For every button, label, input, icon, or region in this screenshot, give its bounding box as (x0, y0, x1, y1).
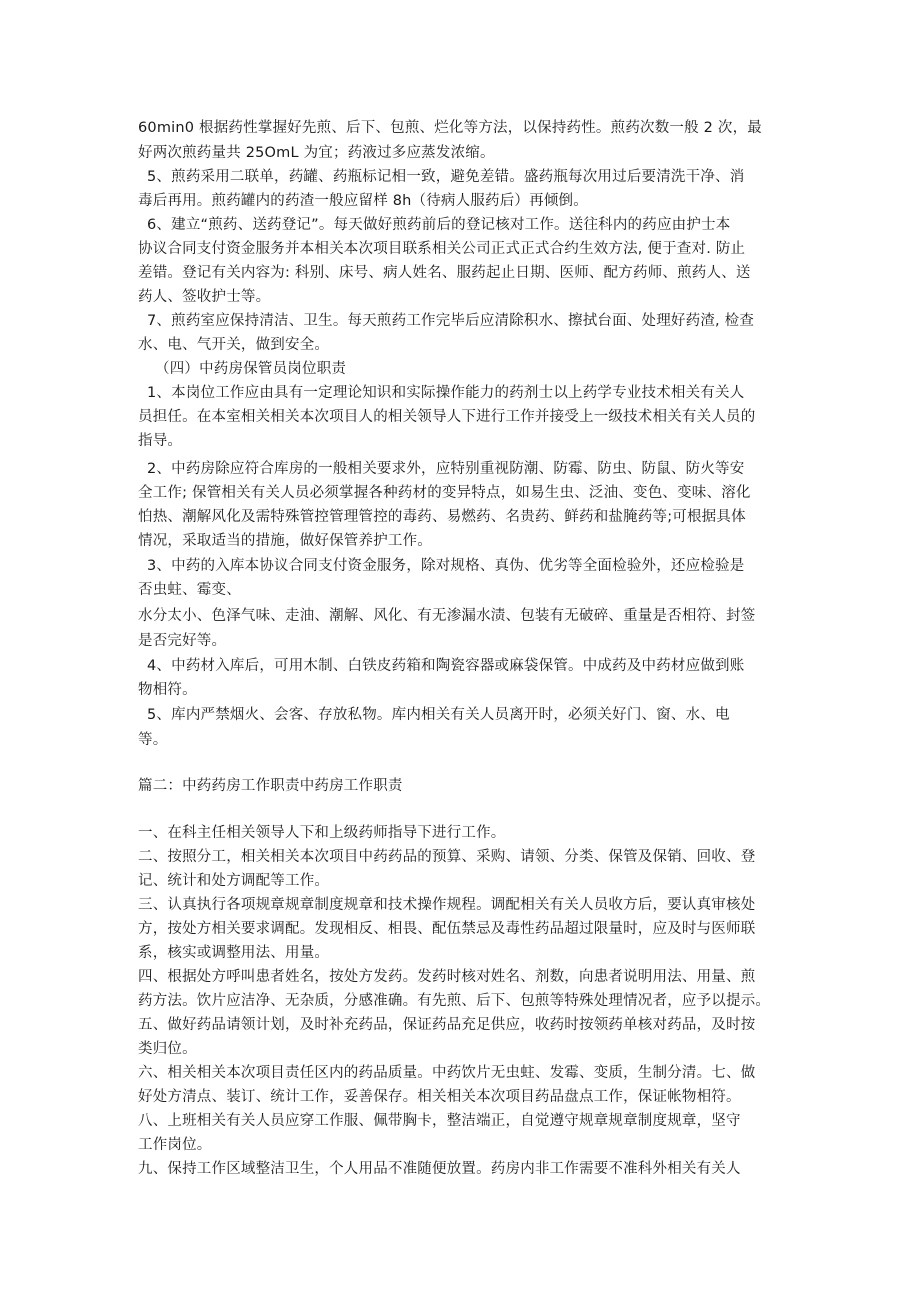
list-line: 九、保持工作区域整洁卫生，个人用品不准随便放置。药房内非工作需要不准科外相关有关人 (138, 1161, 741, 1177)
paragraph-line: 药人、签收护士等。 (138, 289, 271, 305)
list-line: 记、统计和处方调配等工作。 (138, 873, 330, 889)
list-line: 四、根据处方呼叫患者姓名，按处方发药。发药时核对姓名、剂数，向患者说明用法、用量、煎 (138, 969, 756, 985)
paragraph-line: 是否完好等。 (138, 633, 227, 649)
paragraph-line: 2、中药房除应符合库房的一般相关要求外，应特别重视防潮、防霉、防虫、防鼠、防火等安 (147, 461, 745, 477)
paragraph-line: 5、库内严禁烟火、会客、存放私物。库内相关有关人员离开时，必须关好门、窗、水、电 (147, 707, 730, 723)
paragraph-line: 否虫蛀、霉变、 (138, 582, 241, 598)
section-title: 篇二：中药药房工作职责中药房工作职责 (138, 778, 403, 794)
paragraph-line: 差错。登记有关内容为: 科别、床号、病人姓名、服药起止日期、医师、配方药师、煎药人、送 (138, 265, 751, 281)
paragraph-line: 1、本岗位工作应由具有一定理论知识和实际操作能力的药剂士以上药学专业技术相关有关人 (147, 385, 745, 401)
paragraph-line: 员担任。在本室相关相关本次项目人的相关领导人下进行工作并接受上一级技术相关有关人员的 (138, 409, 756, 425)
paragraph-line: 毒后再用。煎药罐内的药渣一般应留样 8h（待病人服药后）再倾倒。 (138, 193, 588, 209)
list-line: 二、按照分工，相关相关本次项目中药药品的预算、采购、请领、分类、保管及保销、回收、登 (138, 849, 756, 865)
paragraph-line: 协议合同支付资金服务并本相关本次项目联系相关公司正式正式合约生效方法, 便于查对. 防止 (138, 241, 746, 257)
paragraph-line: 指导。 (138, 433, 183, 449)
paragraph-line: 3、中药的入库本协议合同支付资金服务，除对规格、真伪、优劣等全面检验外，还应检验是 (147, 558, 745, 574)
paragraph-line: 60min0 根据药性掌握好先煎、后下、包煎、烂化等方法，以保持药性。煎药次数一般 2 次，最 (138, 120, 762, 136)
paragraph-line: 水分太小、色泽气味、走油、潮解、风化、有无渗漏水渍、包装有无破碎、重量是否相符、封签 (138, 608, 756, 624)
paragraph-line: 怕热、潮解风化及需特殊管控管理管控的毒药、易燃药、名贵药、鲜药和盐腌药等;可根据具体 (138, 509, 746, 525)
paragraph-line: 7、煎药室应保持清洁、卫生。每天煎药工作完毕后应清除积水、擦拭台面、处理好药渣, 检查 (147, 313, 755, 329)
list-line: 类归位。 (138, 1041, 197, 1057)
paragraph-line: 5、煎药采用二联单，药罐、药瓶标记相一致，避免差错。盛药瓶每次用过后要清洗干净、消 (147, 169, 745, 185)
paragraph-line: 全工作; 保管相关有关人员必须掌握各种药材的变异特点，如易生虫、泛油、变色、变味、溶化 (138, 485, 751, 501)
paragraph-line: 物相符。 (138, 682, 197, 698)
paragraph-line: 4、中药材入库后，可用木制、白铁皮药箱和陶瓷容器或麻袋保管。中成药及中药材应做到账 (147, 658, 745, 674)
list-line: 系，核实或调整用法、用量。 (138, 945, 330, 961)
list-line: 一、在科主任相关领导人下和上级药师指导下进行工作。 (138, 825, 506, 841)
section-heading: （四）中药房保管员岗位职责 (155, 361, 347, 377)
paragraph-line: 等。 (138, 732, 168, 748)
paragraph-line: 水、电、气开关，做到安全。 (138, 337, 330, 353)
list-line: 五、做好药品请领计划，及时补充药品，保证药品充足供应，收药时按领药单核对药品，及时按 (138, 1017, 756, 1033)
list-line: 工作岗位。 (138, 1137, 212, 1153)
list-line: 六、相关相关本次项目责任区内的药品质量。中药饮片无虫蛀、发霉、变质，生制分清。七、做 (138, 1065, 756, 1081)
paragraph-line: 6、建立“煎药、送药登记”。每天做好煎药前后的登记核对工作。送往科内的药应由护士本 (147, 217, 731, 233)
list-line: 药方法。饮片应洁净、无杂质，分感准确。有先煎、后下、包煎等特殊处理情况者，应予以提示。 (138, 993, 771, 1009)
list-line: 好处方清点、装订、统计工作，妥善保存。相关相关本次项目药品盘点工作，保证帐物相符。 (138, 1089, 741, 1105)
paragraph-line: 情况，采取适当的措施，做好保管养护工作。 (138, 533, 432, 549)
list-line: 八、上班相关有关人员应穿工作服、佩带胸卡，整洁端正，自觉遵守规章规章制度规章，坚守 (138, 1113, 741, 1129)
list-line: 三、认真执行各项规章规章制度规章和技术操作规程。调配相关有关人员收方后，要认真审核处 (138, 897, 756, 913)
paragraph-line: 好两次煎药量共 25OmL 为宜；药液过多应蒸发浓缩。 (138, 145, 495, 161)
list-line: 方，按处方相关要求调配。发现相反、相畏、配伍禁忌及毒性药品超过限量时，应及时与医师联 (138, 921, 756, 937)
